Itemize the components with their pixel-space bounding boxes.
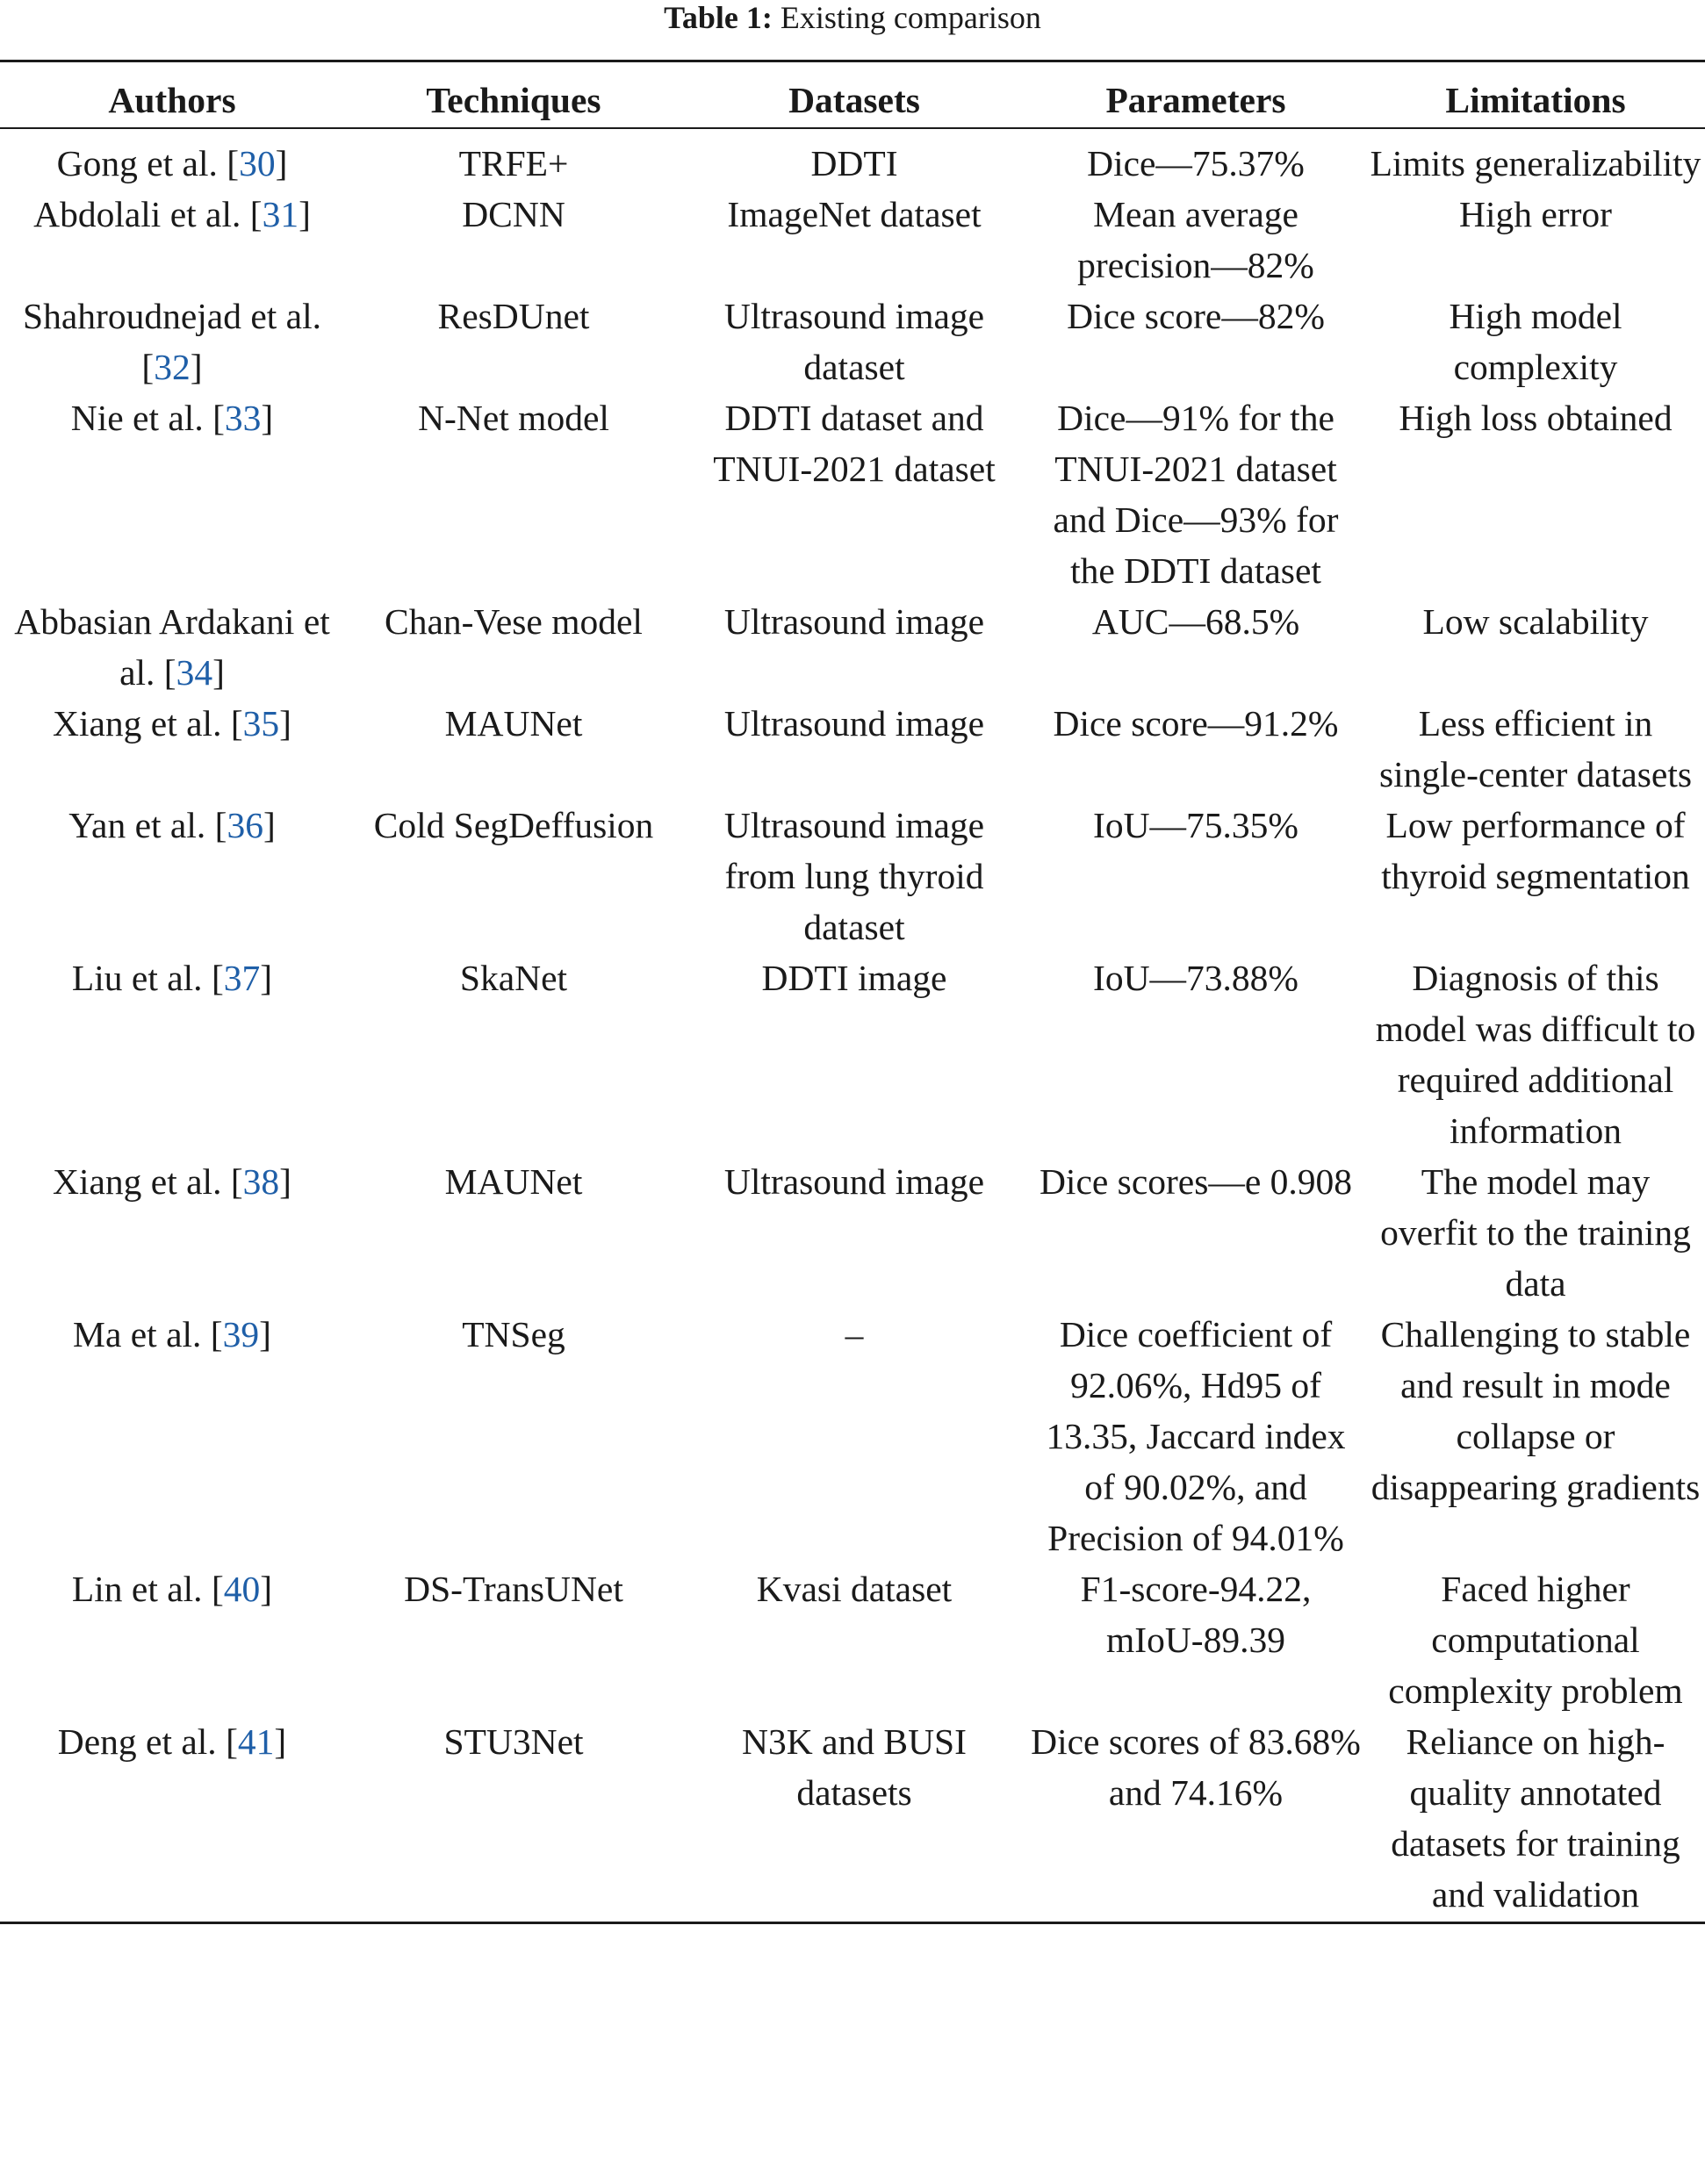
citation-link[interactable]: 38 [242,1161,280,1202]
author-name: Abdolali et al. [33,194,241,234]
cell-technique: MAUNet [444,1161,583,1202]
cell-dataset: Ultrasound image dataset [723,296,985,387]
author-name: Nie et al. [70,398,204,438]
cell-dataset: DDTI [810,143,898,183]
cell-limitations: Challenging to stable and result in mode collapse or disappearing gradients [1370,1314,1701,1507]
author-name: Deng et al. [57,1721,217,1762]
cell-dataset: DDTI dataset and TNUI-2021 dataset [713,398,996,489]
table-row [0,1563,1705,1716]
author-name: Xiang et al. [53,703,222,744]
table-body [0,128,1705,1923]
table-row [0,596,1705,698]
cell-dataset: N3K and BUSI datasets [683,1716,1025,1923]
caption-label: Table 1: [664,0,773,35]
comparison-table [0,60,1705,1924]
cell-limitations: Low performance of thyroid segmentation [1381,805,1690,896]
cell-parameters: Dice coefficient of 92.06%, Hd95 of 13.35, Jaccard index of 90.02%, and Precision of 94.01% [1046,1314,1346,1558]
cell-parameters: F1-score-94.22, mIoU-89.39 [1080,1569,1312,1660]
cell-dataset: Ultrasound image from lung thyroid dataset [723,805,985,947]
cell-parameters: Dice scores—e 0.908 [1039,1161,1353,1202]
cell-technique: TRFE+ [458,143,569,183]
cell-technique: STU3Net [344,1716,683,1923]
cell-limitations: High error [1458,194,1612,234]
citation-link[interactable]: 32 [154,347,191,387]
table-row [0,1156,1705,1309]
cell-author: Xiang et al. [35] [53,703,291,744]
cell-limitations: Low scalability [1422,601,1649,642]
table-row [0,698,1705,800]
cell-technique: MAUNet [444,703,583,744]
cell-technique: TNSeg [462,1314,565,1354]
cell-limitations: High loss obtained [1399,398,1673,438]
citation-link[interactable]: 30 [239,143,276,183]
citation-link[interactable]: 35 [242,703,280,744]
cell-technique: Chan-Vese model [385,601,643,642]
cell-author: Ma et al. [39] [73,1314,271,1354]
citation-link[interactable]: 31 [262,194,299,234]
author-name: Yan et al. [68,805,206,845]
cell-author: Gong et al. [30] [56,143,288,183]
header-datasets: Datasets [683,61,1025,129]
cell-author: Nie et al. [33] [70,398,274,438]
cell-parameters: Mean average precision—82% [1077,194,1314,285]
cell-dataset: Ultrasound image [723,601,985,642]
cell-technique: ResDUnet [437,296,590,336]
cell-author: Xiang et al. [38] [53,1161,291,1202]
table-row [0,800,1705,952]
cell-dataset: Ultrasound image [723,1161,985,1202]
cell-limitations: Limits generalizability [1370,143,1701,183]
cell-limitations: The model may overfit to the training data [1380,1161,1691,1304]
cell-author: Lin et al. [40] [71,1569,273,1609]
cell-dataset: DDTI image [761,958,947,998]
author-name: Ma et al. [73,1314,202,1354]
author-name: Lin et al. [71,1569,203,1609]
table-row [0,1716,1705,1923]
cell-author: Yan et al. [36] [68,805,276,845]
cell-limitations: High model complexity [1449,296,1622,387]
cell-technique: Cold SegDeffusion [373,805,654,845]
caption-text: Existing comparison [780,0,1041,35]
comparison-table-container [0,60,1705,1924]
cell-author: Abbasian Ardakani et al. [34] [14,601,330,693]
cell-dataset: – [845,1314,864,1354]
cell-technique: DCNN [462,194,565,234]
cell-author: Deng et al. [41] [0,1716,344,1923]
table-header-row [0,61,1705,129]
citation-link[interactable]: 37 [223,958,261,998]
cell-limitations: Faced higher computational complexity problem [1388,1569,1683,1711]
table-row [0,952,1705,1156]
cell-limitations: Diagnosis of this model was difficult to required additional information [1375,958,1696,1151]
table-row [0,128,1705,189]
author-name: Xiang et al. [53,1161,222,1202]
author-name: Abbasian Ardakani et al. [14,601,330,693]
cell-parameters: Dice score—91.2% [1053,703,1339,744]
header-authors: Authors [0,61,344,129]
citation-link[interactable]: 34 [176,652,213,693]
header-techniques: Techniques [344,61,683,129]
table-row [0,392,1705,596]
author-name: Shahroudnejad et al. [23,296,321,336]
citation-link[interactable]: 36 [227,805,263,845]
citation-link[interactable]: 39 [222,1314,260,1354]
cell-author: Abdolali et al. [31] [33,194,311,234]
citation-link[interactable]: 41 [237,1721,275,1762]
cell-author: Shahroudnejad et al. [32] [23,296,321,387]
cell-parameters: IoU—73.88% [1093,958,1299,998]
citation-link[interactable]: 33 [224,398,262,438]
header-parameters: Parameters [1025,61,1366,129]
cell-parameters: AUC—68.5% [1091,601,1300,642]
table-row [0,1309,1705,1563]
cell-parameters: Dice—75.37% [1087,143,1305,183]
cell-dataset: ImageNet dataset [727,194,982,234]
cell-parameters: IoU—75.35% [1093,805,1299,845]
cell-author: Liu et al. [37] [71,958,273,998]
table-row [0,189,1705,291]
cell-dataset: Kvasi dataset [756,1569,953,1609]
author-name: Gong et al. [56,143,218,183]
cell-parameters: Dice—91% for the TNUI-2021 dataset and Dice—93% for the DDTI dataset [1053,398,1339,591]
header-limitations: Limitations [1366,61,1705,129]
table-caption [0,0,1705,37]
cell-dataset: Ultrasound image [723,703,985,744]
cell-technique: DS-TransUNet [404,1569,623,1609]
cell-limitations: Reliance on high-quality annotated datasets for training and validation [1366,1716,1705,1923]
author-name: Liu et al. [71,958,203,998]
table-row [0,291,1705,392]
cell-limitations: Less efficient in single-center datasets [1378,703,1693,794]
cell-technique: SkaNet [459,958,568,998]
cell-technique: N-Net model [418,398,609,438]
cell-parameters: Dice scores of 83.68% and 74.16% [1025,1716,1366,1923]
cell-parameters: Dice score—82% [1067,296,1325,336]
citation-link[interactable]: 40 [223,1569,261,1609]
